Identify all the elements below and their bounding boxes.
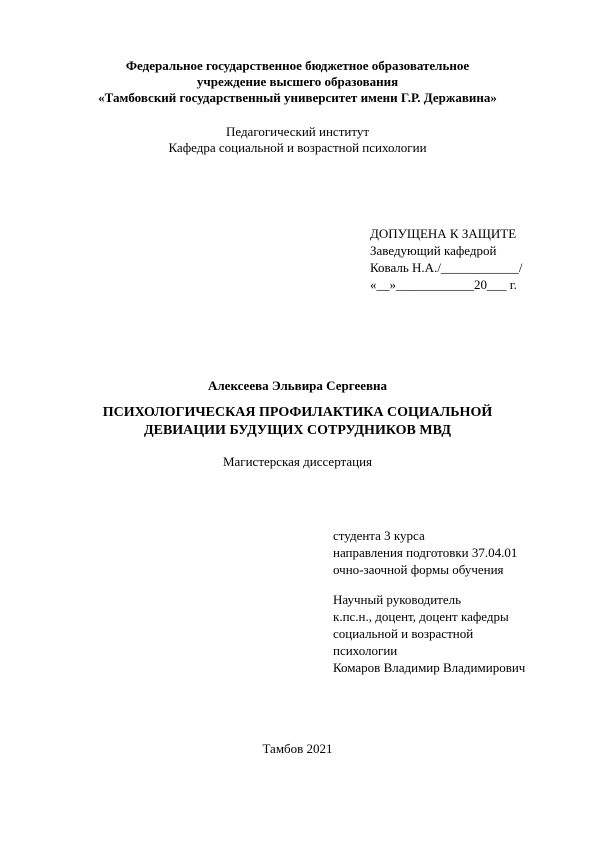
supervisor-line-4: психологии: [333, 643, 398, 658]
student-line-2: направления подготовки 37.04.01: [333, 545, 518, 560]
header-line-2: учреждение высшего образования: [196, 74, 399, 89]
supervisor-line-3: социальной и возрастной: [333, 626, 474, 641]
approval-line-4: «__»____________20___ г.: [370, 277, 517, 292]
approval-line-1: ДОПУЩЕНА К ЗАЩИТЕ: [370, 226, 517, 241]
institute-name: Педагогический институт: [225, 124, 370, 139]
approval-line-3: Коваль Н.А./____________/: [370, 260, 523, 275]
author-name: Алексеева Эльвира Сергеевна: [208, 378, 387, 393]
title-line-1: ПСИХОЛОГИЧЕСКАЯ ПРОФИЛАКТИКА СОЦИАЛЬНОЙ: [102, 405, 493, 420]
department-name: Кафедра социальной и возрастной психологии: [168, 140, 427, 155]
title-line-2: ДЕВИАЦИИ БУДУЩИХ СОТРУДНИКОВ МВД: [143, 423, 452, 438]
header-line-3: «Тамбовский государственный университет имени Г.Р. Державина»: [98, 90, 497, 105]
header-line-1: Федеральное государственное бюджетное образовательное: [125, 58, 470, 73]
supervisor-line-1: Научный руководитель: [333, 592, 462, 607]
footer-city-year: Тамбов 2021: [262, 741, 333, 756]
supervisor-line-2: к.пс.н., доцент, доцент кафедры: [333, 609, 509, 624]
student-line-3: очно-заочной формы обучения: [333, 562, 504, 577]
student-line-1: студента 3 курса: [333, 528, 425, 543]
supervisor-line-5: Комаров Владимир Владимирович: [333, 660, 526, 675]
approval-line-2: Заведующий кафедрой: [370, 243, 497, 258]
work-type: Магистерская диссертация: [222, 454, 373, 469]
